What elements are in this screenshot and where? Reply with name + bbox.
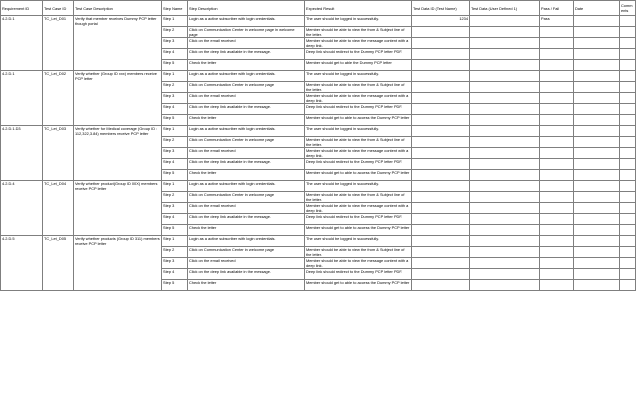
test-data-id-cell[interactable] (412, 38, 470, 49)
test-data-user-cell[interactable] (470, 93, 540, 104)
date-cell[interactable] (574, 126, 620, 137)
step-description-cell[interactable]: Click on Communication Center in welcome page (188, 247, 305, 258)
test-case-id-cell[interactable]: TC_Let_D01 (43, 16, 74, 71)
pass-fail-cell[interactable] (540, 82, 574, 93)
expected-result-cell[interactable]: Member should get to able to access the Dummy PCP letter (305, 170, 412, 181)
test-data-id-cell[interactable] (412, 203, 470, 214)
test-case-description-cell[interactable]: Verify whether products (Group ID 311) members receive PCP letter (74, 236, 162, 291)
step-name-cell[interactable]: Step 5 (162, 225, 188, 236)
expected-result-cell[interactable]: Member should be able to view the from & Subject line of the letter. (305, 27, 412, 38)
comments-cell[interactable] (620, 60, 636, 71)
table-row (1, 181, 636, 192)
step-name-cell[interactable]: Step 2 (162, 82, 188, 93)
date-cell[interactable] (574, 38, 620, 49)
pass-fail-cell[interactable] (540, 247, 574, 258)
test-data-user-cell[interactable] (470, 258, 540, 269)
expected-result-cell[interactable]: The user should be logged in successfully. (305, 16, 412, 27)
pass-fail-cell[interactable] (540, 192, 574, 203)
comments-cell[interactable] (620, 225, 636, 236)
date-cell[interactable] (574, 60, 620, 71)
test-data-id-cell[interactable] (412, 137, 470, 148)
test-data-user-cell[interactable] (470, 137, 540, 148)
table-body (1, 16, 636, 291)
test-data-user-cell[interactable] (470, 60, 540, 71)
comments-cell[interactable] (620, 170, 636, 181)
requirement-id-cell[interactable]: 4.2.D.1 (1, 16, 43, 71)
step-name-cell[interactable]: Step 1 (162, 236, 188, 247)
expected-result-cell[interactable]: Member should get to able to access the Dummy PCP letter (305, 115, 412, 126)
step-description-cell[interactable]: Check the letter (188, 280, 305, 291)
date-cell[interactable] (574, 159, 620, 170)
comments-cell[interactable] (620, 181, 636, 192)
pass-fail-cell[interactable] (540, 170, 574, 181)
step-name-cell[interactable]: Step 2 (162, 247, 188, 258)
header-step-description: Step Description (188, 1, 305, 16)
test-data-id-cell[interactable] (412, 159, 470, 170)
pass-fail-cell[interactable] (540, 126, 574, 137)
step-name-cell[interactable]: Step 3 (162, 93, 188, 104)
step-name-cell[interactable]: Step 5 (162, 170, 188, 181)
step-description-cell[interactable]: Check the letter (188, 115, 305, 126)
test-data-id-cell[interactable] (412, 60, 470, 71)
step-description-cell[interactable]: Login as a active subscriber with login credentials. (188, 71, 305, 82)
expected-result-cell[interactable]: Member should be able to view the message content with a deep link. (305, 148, 412, 159)
pass-fail-cell[interactable] (540, 104, 574, 115)
comments-cell[interactable] (620, 126, 636, 137)
test-data-id-cell[interactable] (412, 280, 470, 291)
step-description-cell[interactable]: Login as a active subscriber with login credentials. (188, 16, 305, 27)
test-data-user-cell[interactable] (470, 181, 540, 192)
pass-fail-cell[interactable] (540, 137, 574, 148)
test-data-user-cell[interactable] (470, 159, 540, 170)
pass-fail-cell[interactable] (540, 214, 574, 225)
test-data-user-cell[interactable] (470, 280, 540, 291)
test-data-id-cell[interactable] (412, 247, 470, 258)
test-data-id-cell[interactable] (412, 192, 470, 203)
comments-cell[interactable] (620, 104, 636, 115)
test-data-user-cell[interactable] (470, 148, 540, 159)
comments-cell[interactable] (620, 247, 636, 258)
header-test-data-user: Test Data (User Defined 1) (470, 1, 540, 16)
step-description-cell[interactable]: Click on the email received (188, 203, 305, 214)
test-data-id-cell[interactable] (412, 126, 470, 137)
test-data-id-cell[interactable] (412, 258, 470, 269)
test-case-description-cell[interactable]: Verify that member receives Dummy PCP letter though portal (74, 16, 162, 71)
test-data-user-cell[interactable] (470, 247, 540, 258)
date-cell[interactable] (574, 137, 620, 148)
test-data-id-cell[interactable] (412, 115, 470, 126)
date-cell[interactable] (574, 49, 620, 60)
test-case-description-cell[interactable]: Verify whether for Medical coverage (Group ID : 112,322,3.84) members receive PCP letter (74, 126, 162, 181)
pass-fail-cell[interactable] (540, 258, 574, 269)
header-expected-result: Expected Result (305, 1, 412, 16)
date-cell[interactable] (574, 258, 620, 269)
comments-cell[interactable] (620, 82, 636, 93)
test-data-user-cell[interactable] (470, 115, 540, 126)
date-cell[interactable] (574, 16, 620, 27)
expected-result-cell[interactable]: Member should get to able to access the Dummy PCP letter (305, 225, 412, 236)
expected-result-cell[interactable]: Member should be able to view the from & Subject line of the letter. (305, 192, 412, 203)
test-data-user-cell[interactable] (470, 170, 540, 181)
step-description-cell[interactable]: Click on the deep link available in the message. (188, 214, 305, 225)
date-cell[interactable] (574, 82, 620, 93)
table-row (1, 71, 636, 82)
test-data-id-cell[interactable] (412, 82, 470, 93)
test-data-id-cell[interactable] (412, 93, 470, 104)
comments-cell[interactable] (620, 27, 636, 38)
expected-result-cell[interactable]: Member should be able to view the from & Subject line of the letter. (305, 247, 412, 258)
pass-fail-cell[interactable] (540, 159, 574, 170)
date-cell[interactable] (574, 225, 620, 236)
step-name-cell[interactable]: Step 3 (162, 148, 188, 159)
step-description-cell[interactable]: Login as a active subscriber with login credentials. (188, 236, 305, 247)
test-data-id-cell[interactable] (412, 214, 470, 225)
test-case-id-cell[interactable]: TC_Let_D04 (43, 181, 74, 236)
pass-fail-cell[interactable] (540, 203, 574, 214)
pass-fail-cell[interactable] (540, 27, 574, 38)
step-name-cell[interactable]: Step 1 (162, 71, 188, 82)
date-cell[interactable] (574, 93, 620, 104)
header-comments: Comments (620, 1, 636, 16)
header-pass-fail: Pass / Fail (540, 1, 574, 16)
pass-fail-cell[interactable] (540, 225, 574, 236)
test-data-user-cell[interactable] (470, 225, 540, 236)
test-data-user-cell[interactable] (470, 16, 540, 27)
expected-result-cell[interactable]: Member should get to able the Dummy PCP letter (305, 60, 412, 71)
step-name-cell[interactable]: Step 4 (162, 269, 188, 280)
step-name-cell[interactable]: Step 2 (162, 27, 188, 38)
step-name-cell[interactable]: Step 3 (162, 258, 188, 269)
test-data-user-cell[interactable] (470, 27, 540, 38)
header-date: Date (574, 1, 620, 16)
step-description-cell[interactable]: Click on the deep link available in the message. (188, 269, 305, 280)
step-name-cell[interactable]: Step 4 (162, 104, 188, 115)
pass-fail-cell[interactable] (540, 236, 574, 247)
comments-cell[interactable] (620, 71, 636, 82)
expected-result-cell[interactable]: Member should be able to view the message content with a deep link. (305, 38, 412, 49)
step-name-cell[interactable]: Step 5 (162, 60, 188, 71)
date-cell[interactable] (574, 71, 620, 82)
test-data-user-cell[interactable] (470, 214, 540, 225)
table-row (1, 126, 636, 137)
pass-fail-cell[interactable] (540, 38, 574, 49)
header-requirement-id: Requirement ID (1, 1, 43, 16)
test-data-user-cell[interactable] (470, 49, 540, 60)
expected-result-cell[interactable]: Deep link should redirect to the Dummy PCP letter PDF. (305, 104, 412, 115)
expected-result-cell[interactable]: Member should be able to view the message content with a deep link. (305, 93, 412, 104)
test-data-id-cell[interactable] (412, 225, 470, 236)
test-data-id-cell[interactable] (412, 27, 470, 38)
date-cell[interactable] (574, 269, 620, 280)
requirement-id-cell[interactable]: 4.2.D.4 (1, 181, 43, 236)
expected-result-cell[interactable]: Deep link should redirect to the Dummy PCP letter PDF. (305, 214, 412, 225)
test-data-user-cell[interactable] (470, 269, 540, 280)
test-case-description-cell[interactable]: Verify whether (Group ID xxx) members receive PCP letter (74, 71, 162, 126)
date-cell[interactable] (574, 181, 620, 192)
test-data-id-cell[interactable] (412, 49, 470, 60)
pass-fail-cell[interactable] (540, 115, 574, 126)
test-data-id-cell[interactable] (412, 104, 470, 115)
date-cell[interactable] (574, 236, 620, 247)
step-name-cell[interactable]: Step 4 (162, 159, 188, 170)
expected-result-cell[interactable]: Deep link should redirect to the Dummy PCP letter PDF. (305, 269, 412, 280)
requirement-id-cell[interactable]: 4.2.D.5 (1, 236, 43, 291)
pass-fail-cell[interactable] (540, 49, 574, 60)
test-data-user-cell[interactable] (470, 38, 540, 49)
test-data-user-cell[interactable] (470, 104, 540, 115)
date-cell[interactable] (574, 170, 620, 181)
comments-cell[interactable] (620, 203, 636, 214)
pass-fail-cell[interactable] (540, 93, 574, 104)
comments-cell[interactable] (620, 38, 636, 49)
expected-result-cell[interactable]: Member should get to able to access the Dummy PCP letter (305, 280, 412, 291)
expected-result-cell[interactable]: Deep link should redirect to the Dummy PCP letter PDF. (305, 159, 412, 170)
date-cell[interactable] (574, 192, 620, 203)
header-test-data-id: Test Data ID (Test Name) (412, 1, 470, 16)
comments-cell[interactable] (620, 258, 636, 269)
date-cell[interactable] (574, 27, 620, 38)
step-description-cell[interactable]: Login as a active subscriber with login credentials. (188, 181, 305, 192)
date-cell[interactable] (574, 247, 620, 258)
test-case-id-cell[interactable]: TC_Let_D02 (43, 71, 74, 126)
date-cell[interactable] (574, 280, 620, 291)
test-data-user-cell[interactable] (470, 82, 540, 93)
test-data-user-cell[interactable] (470, 203, 540, 214)
expected-result-cell[interactable]: The user should be logged in successfully. (305, 126, 412, 137)
test-data-user-cell[interactable] (470, 71, 540, 82)
step-name-cell[interactable]: Step 1 (162, 181, 188, 192)
expected-result-cell[interactable]: Deep link should redirect to the Dummy PCP letter PDF. (305, 49, 412, 60)
expected-result-cell[interactable]: Member should be able to view the from & Subject line of the letter. (305, 82, 412, 93)
header-row (1, 1, 636, 16)
expected-result-cell[interactable]: The user should be logged in successfully. (305, 181, 412, 192)
step-description-cell[interactable]: Click on the deep link available in the message. (188, 49, 305, 60)
step-description-cell[interactable]: Check the letter (188, 170, 305, 181)
header-step-name: Step Name (162, 1, 188, 16)
date-cell[interactable] (574, 214, 620, 225)
pass-fail-cell[interactable] (540, 280, 574, 291)
header-test-case-description: Test Case Description (74, 1, 162, 16)
comments-cell[interactable] (620, 93, 636, 104)
test-data-user-cell[interactable] (470, 192, 540, 203)
date-cell[interactable] (574, 115, 620, 126)
test-case-id-cell[interactable]: TC_Let_D03 (43, 126, 74, 181)
comments-cell[interactable] (620, 148, 636, 159)
test-data-id-cell[interactable] (412, 236, 470, 247)
step-name-cell[interactable]: Step 5 (162, 115, 188, 126)
step-description-cell[interactable]: Click on the deep link available in the message. (188, 159, 305, 170)
step-description-cell[interactable]: Click on the email received (188, 93, 305, 104)
step-name-cell[interactable]: Step 3 (162, 38, 188, 49)
step-description-cell[interactable]: Click on the deep link available in the message. (188, 104, 305, 115)
comments-cell[interactable] (620, 49, 636, 60)
expected-result-cell[interactable]: The user should be logged in successfully. (305, 236, 412, 247)
pass-fail-cell[interactable]: Pass (540, 16, 574, 27)
step-name-cell[interactable]: Step 2 (162, 192, 188, 203)
test-data-id-cell[interactable] (412, 148, 470, 159)
comments-cell[interactable] (620, 280, 636, 291)
comments-cell[interactable] (620, 159, 636, 170)
requirement-id-cell[interactable]: 4.2.D.1 (1, 71, 43, 126)
test-case-id-cell[interactable]: TC_Let_D05 (43, 236, 74, 291)
test-data-user-cell[interactable] (470, 236, 540, 247)
expected-result-cell[interactable]: The user should be logged in successfully. (305, 71, 412, 82)
step-name-cell[interactable]: Step 4 (162, 49, 188, 60)
test-data-id-cell[interactable] (412, 71, 470, 82)
comments-cell[interactable] (620, 115, 636, 126)
header-test-case-id: Test Case ID (43, 1, 74, 16)
date-cell[interactable] (574, 148, 620, 159)
pass-fail-cell[interactable] (540, 181, 574, 192)
comments-cell[interactable] (620, 16, 636, 27)
test-data-id-cell[interactable] (412, 181, 470, 192)
step-name-cell[interactable]: Step 1 (162, 126, 188, 137)
date-cell[interactable] (574, 104, 620, 115)
comments-cell[interactable] (620, 236, 636, 247)
step-description-cell[interactable]: Click on the email received (188, 38, 305, 49)
step-name-cell[interactable]: Step 5 (162, 280, 188, 291)
step-name-cell[interactable]: Step 1 (162, 16, 188, 27)
test-data-user-cell[interactable] (470, 126, 540, 137)
step-name-cell[interactable]: Step 2 (162, 137, 188, 148)
table-row (1, 236, 636, 247)
test-data-id-cell[interactable] (412, 269, 470, 280)
pass-fail-cell[interactable] (540, 269, 574, 280)
comments-cell[interactable] (620, 137, 636, 148)
expected-result-cell[interactable]: Member should be able to view the message content with a deep link. (305, 258, 412, 269)
step-description-cell[interactable]: Click on Communication Center in welcome page in welcome page (188, 27, 305, 38)
pass-fail-cell[interactable] (540, 60, 574, 71)
date-cell[interactable] (574, 203, 620, 214)
pass-fail-cell[interactable] (540, 148, 574, 159)
step-name-cell[interactable]: Step 3 (162, 203, 188, 214)
step-description-cell[interactable]: Click on Communication Center in welcome page (188, 82, 305, 93)
comments-cell[interactable] (620, 214, 636, 225)
table-row (1, 16, 636, 27)
step-description-cell[interactable]: Check the letter (188, 60, 305, 71)
step-description-cell[interactable]: Click on the email received (188, 258, 305, 269)
step-description-cell[interactable]: Login as a active subscriber with login credentials. (188, 126, 305, 137)
comments-cell[interactable] (620, 269, 636, 280)
step-description-cell[interactable]: Click on the email received (188, 148, 305, 159)
step-description-cell[interactable]: Check the letter (188, 225, 305, 236)
test-data-id-cell[interactable] (412, 170, 470, 181)
step-name-cell[interactable]: Step 4 (162, 214, 188, 225)
step-description-cell[interactable]: Click on Communication Center in welcome page (188, 192, 305, 203)
expected-result-cell[interactable]: Member should be able to view the from & Subject line of the letter. (305, 137, 412, 148)
test-data-id-cell[interactable]: 1234 (412, 16, 470, 27)
step-description-cell[interactable]: Click on Communication Center in welcome page (188, 137, 305, 148)
requirement-id-cell[interactable]: 4.2.D.1.D3 (1, 126, 43, 181)
pass-fail-cell[interactable] (540, 71, 574, 82)
comments-cell[interactable] (620, 192, 636, 203)
test-case-description-cell[interactable]: Verify whether product(Group ID 00X) members receive PCP letter (74, 181, 162, 236)
expected-result-cell[interactable]: Member should be able to view the message content with a deep link. (305, 203, 412, 214)
